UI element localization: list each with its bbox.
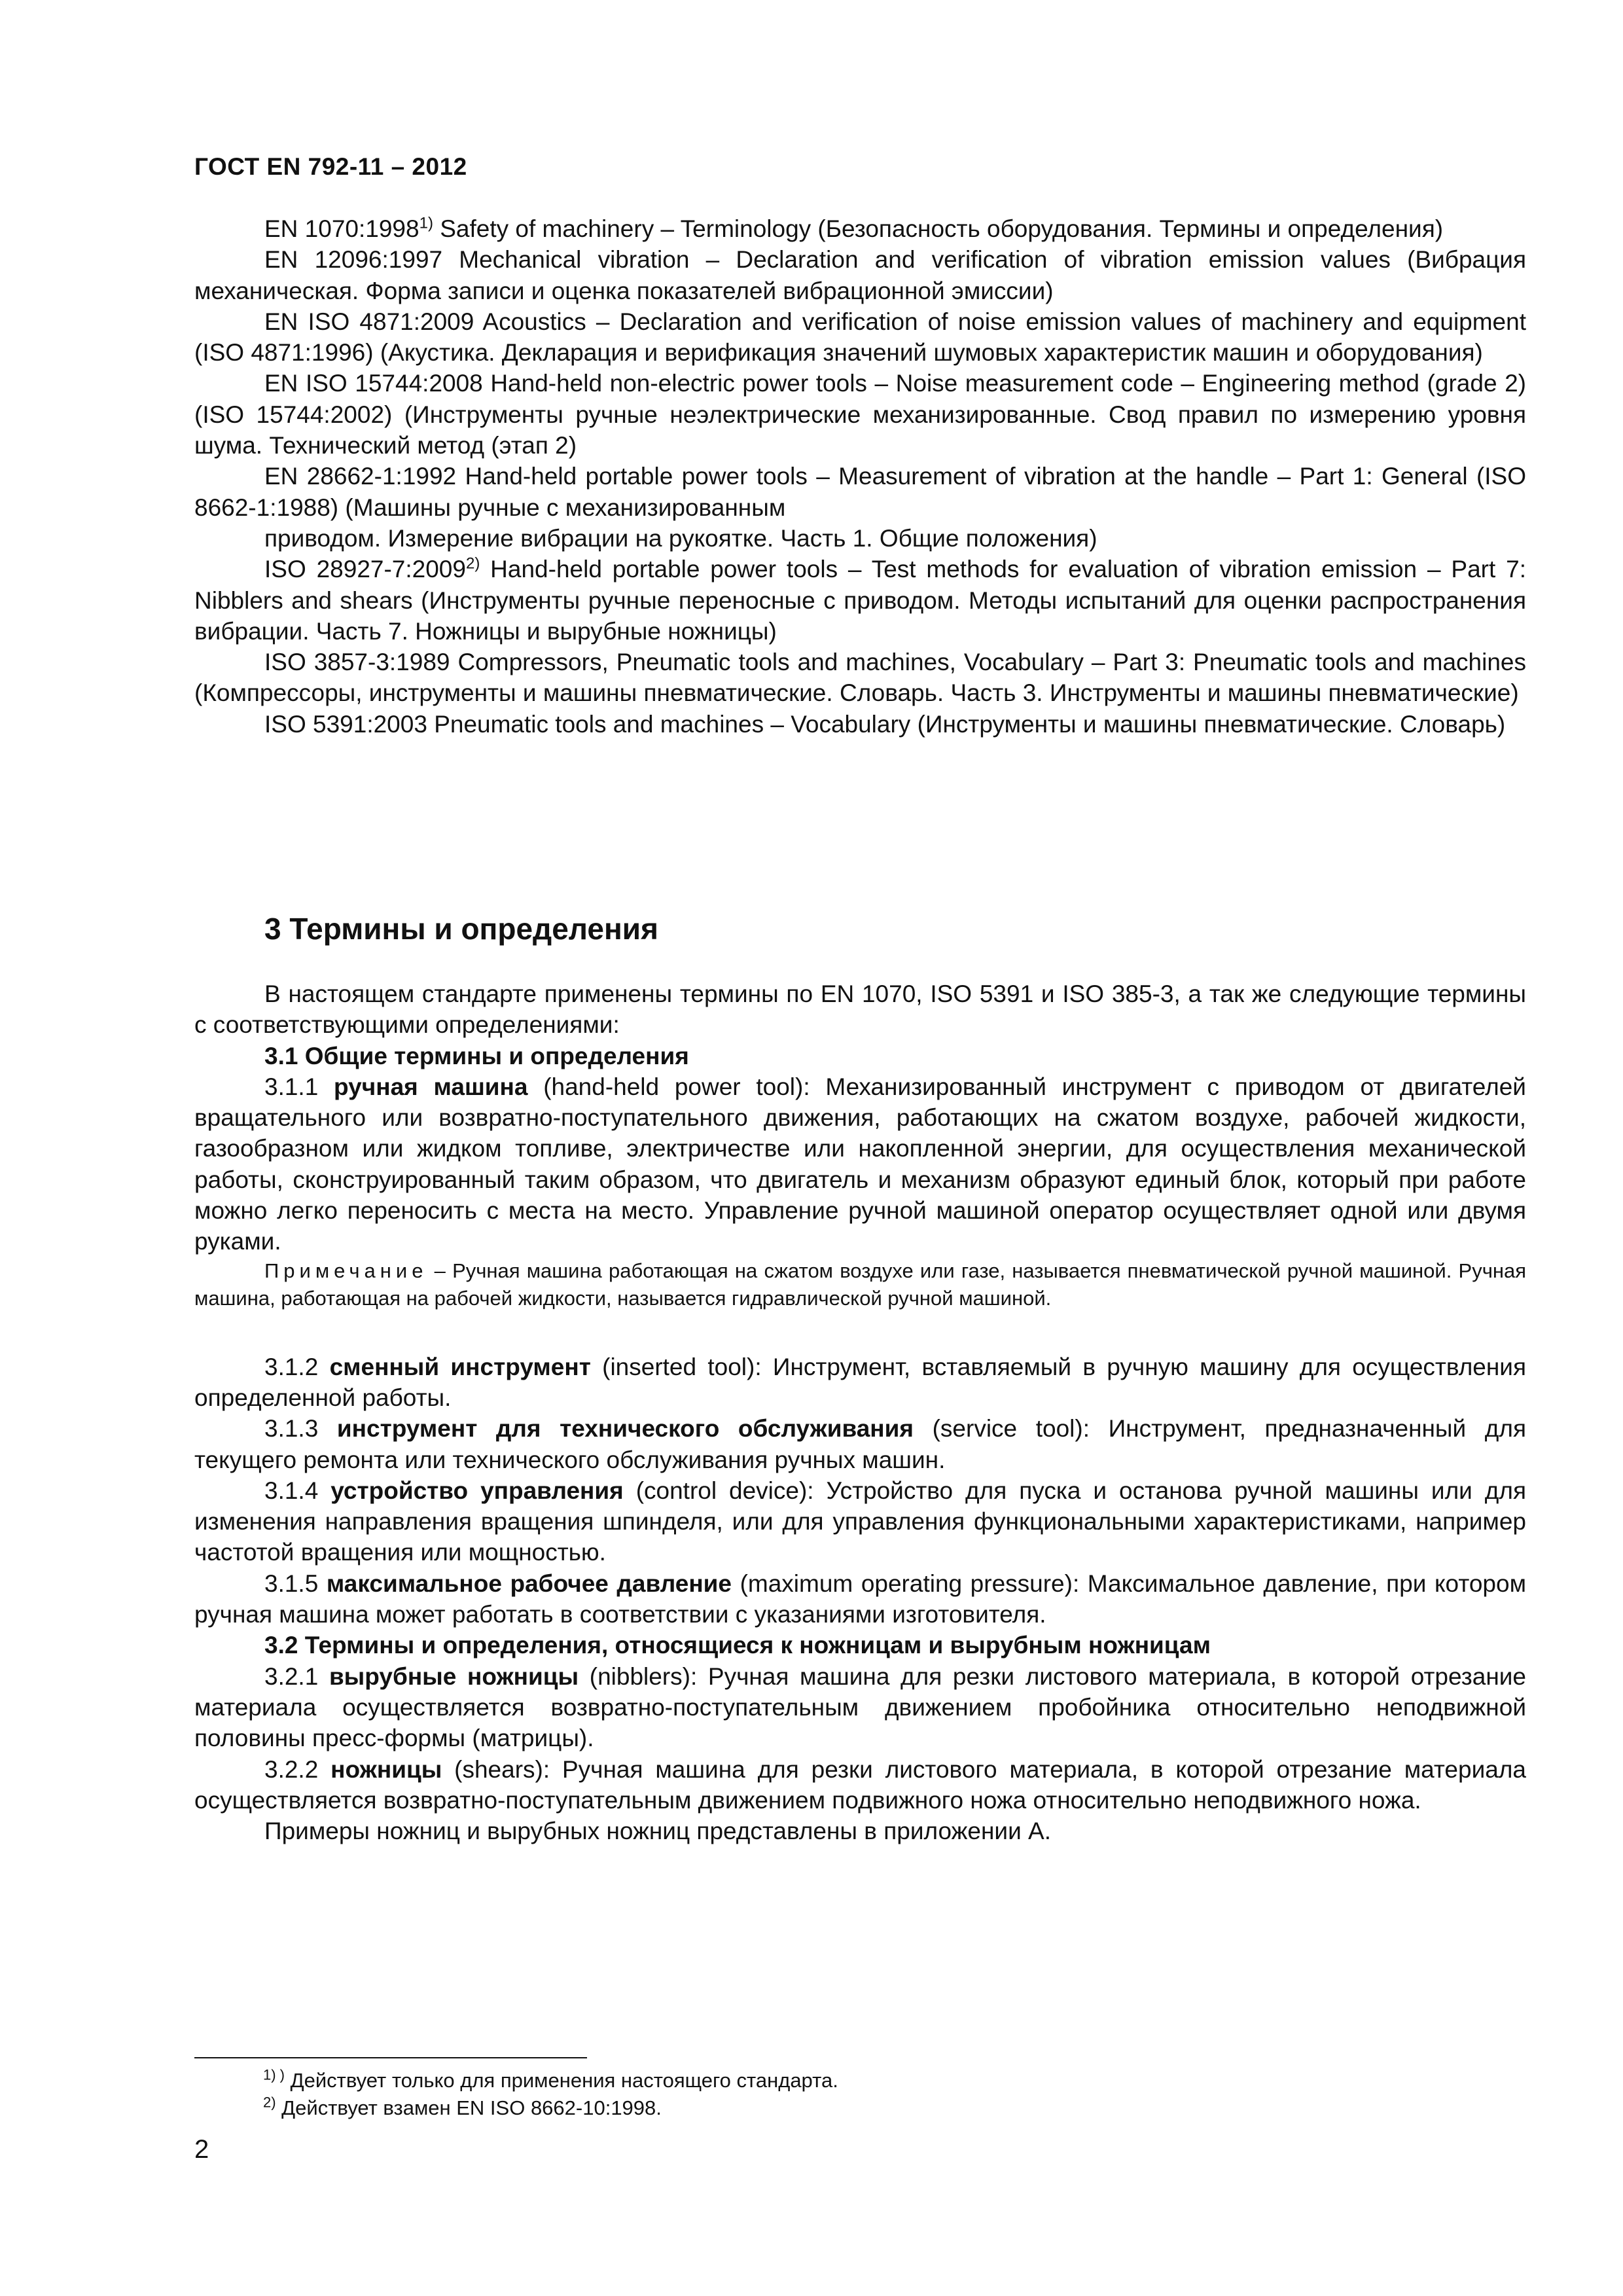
term-number: 3.1.2 [264, 1353, 330, 1380]
reference-text: EN ISO 15744:2008 Hand-held non-electric power tools – Noise measurement code – Engineering method (grade 2) (ISO 15744:2002) (Инструменты ручные неэлектрические механизированные. Свод правил по измерению уровня шума. Технический метод (этап 2) [194, 370, 1526, 459]
footnote-text: Действует взамен EN ISO 8662-10:1998. [276, 2096, 662, 2119]
section-body [194, 978, 1526, 1846]
reference-text: EN ISO 4871:2009 Acoustics – Declaration and verification of noise emission values of machinery and equipment (ISO 4871:1996) (Акустика. Декларация и верификация значений шумовых характеристик машин и оборудования) [194, 308, 1526, 367]
reference-lead: EN 1070:1998 [264, 215, 419, 242]
term-name: вырубные ножницы [329, 1662, 579, 1690]
page-number: 2 [194, 2135, 209, 2164]
reference-item [194, 368, 1526, 461]
section-heading: 3 Термины и определения [264, 912, 658, 946]
term-number: 3.2.1 [264, 1662, 329, 1690]
normative-references-list [194, 213, 1526, 740]
reference-text: EN 12096:1997 Mechanical vibration – Declaration and verification of vibration emission values (Вибрация механическая. Форма записи и оценка показателей вибрационной эмиссии) [194, 246, 1526, 304]
reference-text: ISO 5391:2003 Pneumatic tools and machines – Vocabulary (Инструменты и машины пневматические. Словарь) [264, 710, 1506, 738]
term-text: (hand-held power tool): Механизированный инструмент с приводом от двигателей вращательного или возвратно-поступательного движения, работающих на сжатом воздухе, рабочей жидкости, газообразном или жидком топливе, электричестве или накопленной энергии, для осуществления механической работы, сконструированный таким образом, что двигатель и механизм образуют единый блок, который при работе можно легко переносить с места на место. Управление ручной машиной оператор осуществляет одной или двумя руками. [194, 1073, 1526, 1255]
spacer [194, 1312, 1526, 1352]
term-name: ручная машина [334, 1073, 528, 1100]
footnote-mark: 1) ) [263, 2066, 285, 2083]
reference-text: Safety of machinery – Terminology (Безопасность оборудования. Термины и определения) [433, 215, 1444, 242]
reference-text: приводом. Измерение вибрации на рукоятке. Часть 1. Общие положения) [264, 524, 1097, 552]
subsection-title: 3.2 Термины и определения, относящиеся к ножницам и вырубным ножницам [264, 1632, 1211, 1659]
reference-item [194, 244, 1526, 306]
footnote-marker: 2) [465, 554, 480, 573]
footnote-text: Действует только для применения настоящего стандарта. [285, 2069, 838, 2092]
footnote-mark: 2) [263, 2094, 276, 2111]
term-text: (service tool): Инструмент, предназначенный для текущего ремонта или технического обслуживания ручных машин. [194, 1415, 1527, 1473]
subsection-title: 3.1 Общие термины и определения [264, 1042, 689, 1069]
footnote-marker: 1) [419, 214, 433, 232]
term-definition [194, 1413, 1526, 1475]
term-number: 3.2.2 [264, 1755, 331, 1783]
footnotes [263, 2067, 838, 2122]
closing-paragraph: Примеры ножниц и вырубных ножниц представлены в приложении А. [264, 1818, 1051, 1845]
reference-text: ISO 3857-3:1989 Compressors, Pneumatic tools and machines, Vocabulary – Part 3: Pneumatic tools and machines (Компрессоры, инструменты и машины пневматические. Словарь. Часть 3. Инструменты и машины пневматические) [194, 649, 1526, 707]
reference-item [194, 647, 1526, 709]
document-header-title: ГОСТ EN 792-11 – 2012 [194, 153, 467, 180]
note-paragraph [194, 1257, 1526, 1312]
term-number: 3.1.4 [264, 1477, 331, 1504]
term-text: (nibblers): Ручная машина для резки листового материала, в которой отрезание материала осуществляется возвратно-поступательным движением пробойника относительно неподвижной половины пресс-формы (матрицы). [194, 1662, 1526, 1752]
term-number: 3.1.3 [264, 1415, 337, 1443]
term-name: ножницы [330, 1755, 442, 1783]
term-definition [194, 1661, 1526, 1754]
footnote-divider [194, 2057, 587, 2058]
term-text: (control device): Устройство для пуска и останова ручной машины или для изменения направления вращения шпинделя, или для управления функциональными характеристиками, например частотой вращения или мощностью. [194, 1477, 1527, 1566]
note-text: – Ручная машина работающая на сжатом воздухе или газе, называется пневматической ручной машиной. Ручная машина, работающая на рабочей жидкости, называется гидравлической ручной машиной. [194, 1259, 1526, 1310]
term-definition [194, 1071, 1526, 1257]
term-name: максимальное рабочее давление [326, 1570, 732, 1597]
term-definition [194, 1754, 1526, 1816]
term-name: инструмент для технического обслуживания [336, 1415, 914, 1443]
term-number: 3.1.1 [264, 1073, 334, 1100]
note-label: Примечание [264, 1259, 428, 1282]
footnote-item [263, 2067, 838, 2094]
term-definition [194, 1352, 1526, 1414]
intro-paragraph: В настоящем стандарте применены термины по EN 1070, ISO 5391 и ISO 385-3, а так же следующие термины с соответствующими определениями: [194, 980, 1526, 1039]
reference-item-continuation [194, 523, 1526, 554]
term-definition [194, 1568, 1526, 1630]
reference-lead: ISO 28927-7:2009 [264, 556, 466, 583]
term-definition [194, 1475, 1526, 1568]
reference-item [194, 306, 1526, 368]
term-text: (inserted tool): Инструмент, вставляемый в ручную машину для осуществления определенной работы. [194, 1353, 1526, 1411]
reference-item [194, 554, 1526, 647]
footnote-item [263, 2094, 838, 2122]
reference-item [194, 213, 1526, 244]
term-name: устройство управления [330, 1477, 624, 1504]
term-text: (shears): Ручная машина для резки листового материала, в которой отрезание материала осуществляется возвратно-поступательным движением подвижного ножа относительно неподвижного ножа. [194, 1755, 1526, 1814]
term-text: (maximum operating pressure): Максимальное давление, при котором ручная машина может работать в соответствии с указаниями изготовителя. [194, 1570, 1527, 1628]
term-name: сменный инструмент [329, 1353, 591, 1380]
reference-item [194, 709, 1526, 740]
term-number: 3.1.5 [264, 1570, 327, 1597]
reference-text: Hand-held portable power tools – Test methods for evaluation of vibration emission – Part 7: Nibblers and shears (Инструменты ручные переносные с приводом. Методы испытаний для оценки распространения вибрации. Часть 7. Ножницы и вырубные ножницы) [194, 556, 1526, 645]
reference-item [194, 461, 1526, 523]
reference-text: EN 28662-1:1992 Hand-held portable power tools – Measurement of vibration at the handle – Part 1: General (ISO 8662-1:1988) (Машины ручные с механизированным [194, 463, 1526, 521]
